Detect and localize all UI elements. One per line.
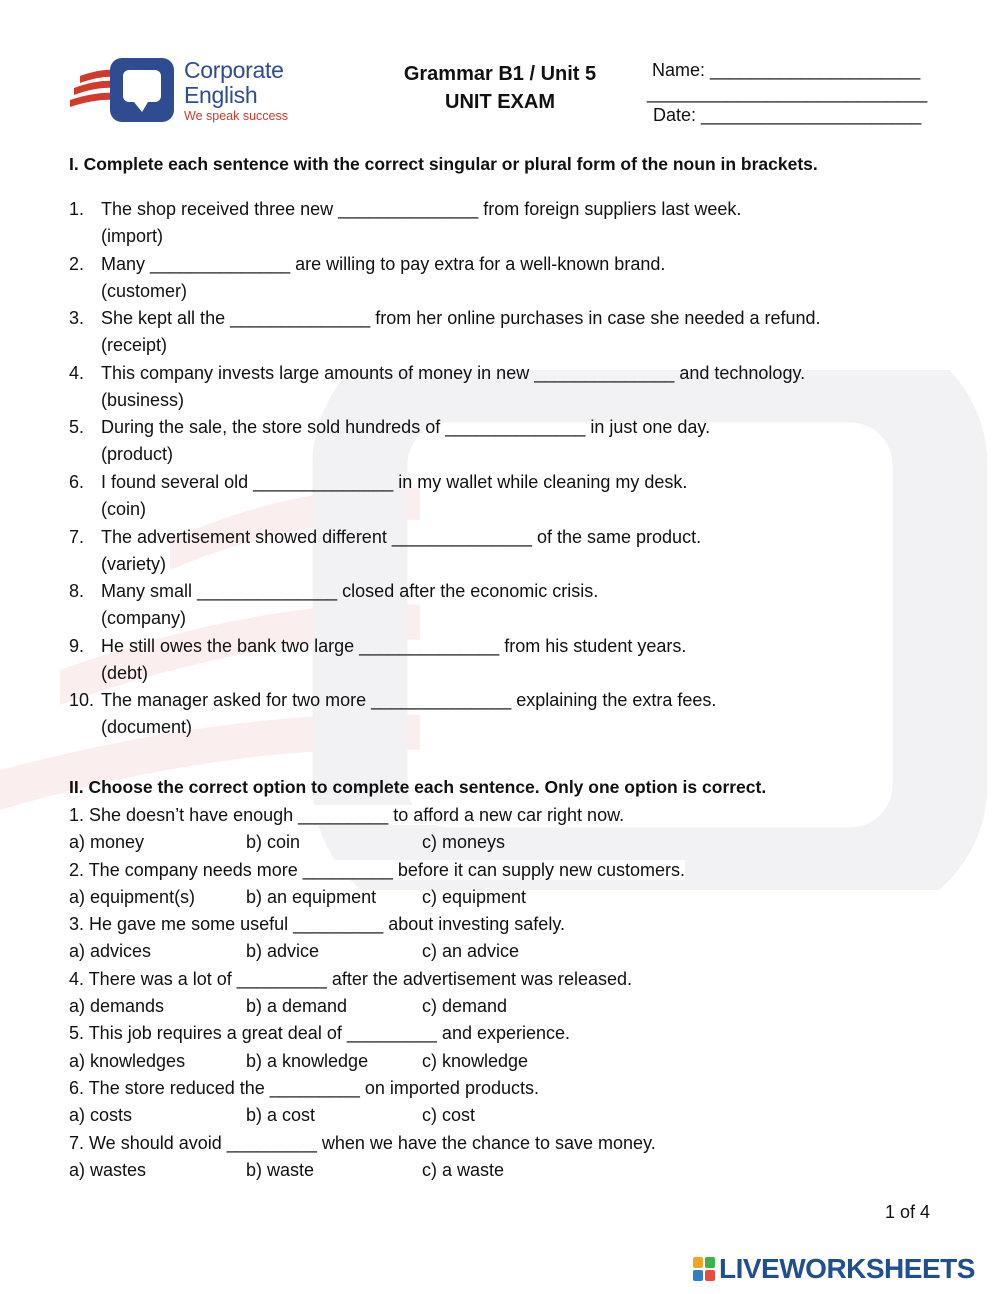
mc-options bbox=[69, 993, 949, 1020]
question-text[interactable]: Many ______________ are willing to pay extra for a well-known brand. bbox=[101, 253, 666, 274]
part1-question bbox=[69, 308, 949, 363]
question-hint: (product) bbox=[101, 444, 174, 465]
mc-options bbox=[69, 1048, 949, 1075]
mc-question-text[interactable]: 6. The store reduced the _________ on imported products. bbox=[69, 1077, 539, 1098]
question-number: 1. bbox=[69, 199, 85, 219]
liveworksheets-logo[interactable] bbox=[693, 1254, 975, 1284]
question-number: 8. bbox=[69, 581, 85, 602]
brand-name-line2: English bbox=[184, 82, 258, 108]
date-field[interactable]: Date: ______________________ bbox=[653, 105, 922, 125]
question-hint: (customer) bbox=[101, 280, 188, 301]
part1-question bbox=[69, 472, 949, 527]
question-number: 6. bbox=[69, 471, 85, 492]
option-c[interactable]: c) knowledge bbox=[422, 1050, 529, 1071]
mc-question-text[interactable]: 7. We should avoid _________ when we have the chance to save money. bbox=[69, 1132, 656, 1153]
question-hint: (coin) bbox=[101, 498, 147, 519]
mc-question-text[interactable]: 2. The company needs more _________ before it can supply new customers. bbox=[69, 859, 686, 880]
mc-options bbox=[69, 1102, 949, 1129]
question-text[interactable]: During the sale, the store sold hundreds of ______________ in just one day. bbox=[101, 417, 711, 438]
option-a[interactable]: a) costs bbox=[69, 1105, 133, 1126]
mc-options bbox=[69, 829, 949, 856]
question-number: 9. bbox=[69, 635, 85, 656]
part1-question bbox=[69, 254, 949, 309]
option-b[interactable]: b) a knowledge bbox=[246, 1050, 369, 1071]
mc-question-text[interactable]: 3. He gave me some useful _________ about investing safely. bbox=[69, 914, 565, 935]
option-b[interactable]: b) an equipment bbox=[246, 886, 377, 907]
part1-question bbox=[69, 690, 949, 745]
option-c[interactable]: c) moneys bbox=[422, 832, 506, 853]
exam-title-line: Grammar B1 / Unit 5 bbox=[403, 63, 597, 85]
exam-subtitle: UNIT EXAM bbox=[445, 91, 555, 113]
option-a[interactable]: a) advices bbox=[69, 941, 152, 962]
name-field-line2[interactable]: ____________________________ bbox=[647, 83, 928, 103]
option-c[interactable]: c) a waste bbox=[422, 1159, 505, 1180]
mc-question bbox=[69, 857, 949, 884]
liveworksheets-badge-icon bbox=[693, 1257, 715, 1281]
part1-question bbox=[69, 363, 949, 418]
question-number: 7. bbox=[69, 526, 85, 547]
exam-title bbox=[360, 60, 640, 116]
option-b[interactable]: b) a cost bbox=[246, 1105, 316, 1126]
option-c[interactable]: c) equipment bbox=[422, 886, 527, 907]
page-number: 1 of 4 bbox=[884, 1202, 930, 1222]
name-field[interactable]: Name: _____________________ bbox=[652, 60, 921, 80]
part1-question-list bbox=[69, 199, 949, 745]
question-hint: (variety) bbox=[101, 553, 167, 574]
option-b[interactable]: b) advice bbox=[246, 941, 320, 962]
brand-tagline: We speak success bbox=[184, 109, 288, 123]
brand-wordmark bbox=[184, 58, 288, 123]
option-c[interactable]: c) demand bbox=[422, 996, 508, 1017]
mc-question bbox=[69, 802, 949, 829]
part2-title: II. Choose the correct option to complete each sentence. Only one option is correct. bbox=[69, 777, 767, 797]
part1-question bbox=[69, 417, 949, 472]
question-text[interactable]: I found several old ______________ in my wallet while cleaning my desk. bbox=[101, 471, 688, 492]
option-a[interactable]: a) money bbox=[69, 832, 145, 853]
option-a[interactable]: a) demands bbox=[69, 996, 165, 1017]
question-text[interactable]: The manager asked for two more ______________ explaining the extra fees. bbox=[101, 690, 717, 711]
mc-options bbox=[69, 938, 949, 965]
question-hint: (company) bbox=[101, 608, 187, 629]
question-text[interactable]: She kept all the ______________ from her online purchases in case she needed a refund. bbox=[101, 308, 821, 329]
question-text[interactable]: The advertisement showed different ______________ of the same product. bbox=[101, 526, 702, 547]
option-c[interactable]: c) an advice bbox=[422, 941, 520, 962]
part1-question bbox=[69, 199, 949, 254]
mc-question bbox=[69, 911, 949, 938]
option-c[interactable]: c) cost bbox=[422, 1105, 476, 1126]
liveworksheets-wordmark: LIVEWORKSHEETS bbox=[719, 1253, 975, 1284]
question-number: 2. bbox=[69, 253, 85, 274]
question-hint: (business) bbox=[101, 389, 185, 410]
question-number: 3. bbox=[69, 308, 85, 329]
question-hint: (document) bbox=[101, 717, 193, 738]
option-b[interactable]: b) waste bbox=[246, 1159, 315, 1180]
question-text[interactable]: Many small ______________ closed after the economic crisis. bbox=[101, 581, 599, 602]
mc-question-text[interactable]: 5. This job requires a great deal of _________ and experience. bbox=[69, 1023, 571, 1044]
question-hint: (receipt) bbox=[101, 335, 168, 356]
option-b[interactable]: b) a demand bbox=[246, 996, 348, 1017]
brand-name-line1: Corporate bbox=[184, 57, 284, 83]
question-text[interactable]: This company invests large amounts of money in new ______________ and technology. bbox=[101, 362, 806, 383]
mc-question-text[interactable]: 1. She doesn’t have enough _________ to afford a new car right now. bbox=[69, 805, 625, 825]
question-text[interactable]: He still owes the bank two large ______________ from his student years. bbox=[101, 635, 687, 656]
question-number: 5. bbox=[69, 417, 85, 438]
option-a[interactable]: a) knowledges bbox=[69, 1050, 186, 1071]
part1-question bbox=[69, 581, 949, 636]
question-hint: (import) bbox=[101, 226, 163, 246]
option-a[interactable]: a) equipment(s) bbox=[69, 886, 196, 907]
question-number: 4. bbox=[69, 362, 85, 383]
mc-question bbox=[69, 1075, 949, 1102]
mc-question-text[interactable]: 4. There was a lot of _________ after the advertisement was released. bbox=[69, 968, 633, 989]
part1-question bbox=[69, 527, 949, 582]
question-hint: (debt) bbox=[101, 662, 149, 683]
part2-question-list bbox=[69, 802, 949, 1184]
mc-question bbox=[69, 966, 949, 993]
option-a[interactable]: a) wastes bbox=[69, 1159, 147, 1180]
mc-options bbox=[69, 1157, 949, 1184]
mc-options bbox=[69, 884, 949, 911]
question-number: 10. bbox=[69, 690, 95, 711]
part1-question bbox=[69, 636, 949, 691]
option-b[interactable]: b) coin bbox=[246, 832, 301, 853]
part1-title: I. Complete each sentence with the correct singular or plural form of the noun in brackets. bbox=[69, 154, 818, 174]
question-text[interactable]: The shop received three new ______________ from foreign suppliers last week. bbox=[101, 199, 742, 219]
mc-question bbox=[69, 1130, 949, 1157]
mc-question bbox=[69, 1020, 949, 1047]
